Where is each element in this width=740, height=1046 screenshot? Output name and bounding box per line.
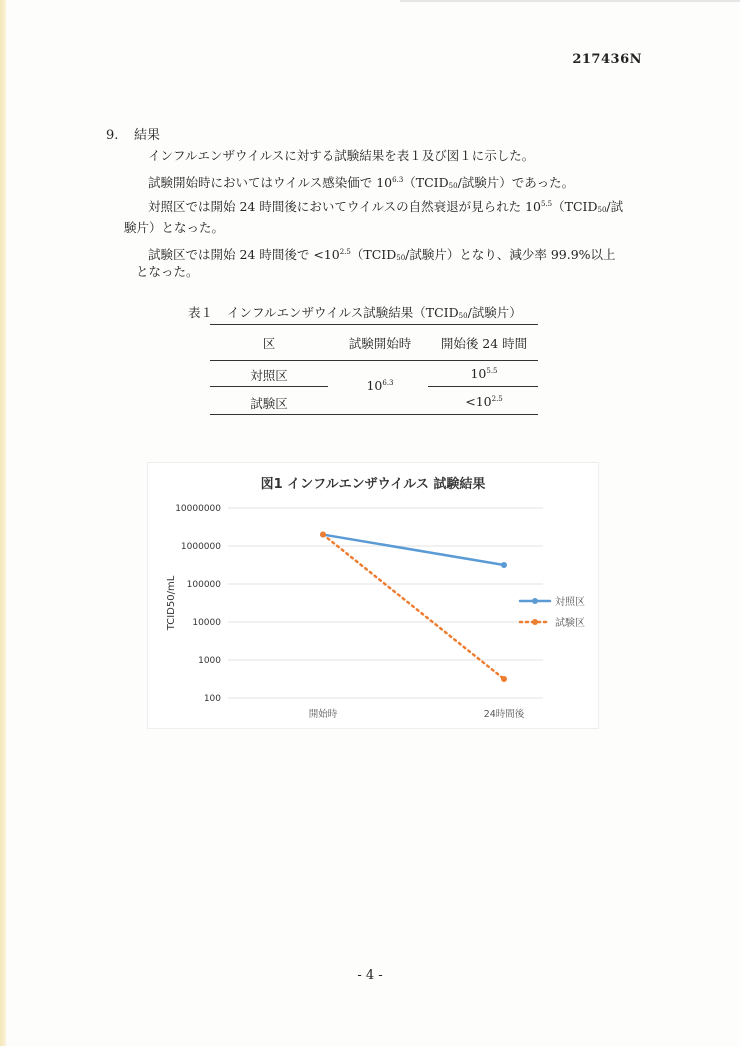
y-tick-label: 1000: [198, 656, 221, 666]
series-point-1: [320, 532, 326, 538]
chart-plot: [148, 463, 598, 728]
start-value-exponent: 6.3: [382, 379, 394, 387]
y-axis-label: TCID50/mL: [166, 575, 177, 631]
y-tick-label: 10000: [192, 618, 221, 628]
test-24h-base: <10: [465, 394, 492, 409]
figure-1-chart: [147, 462, 599, 729]
legend-marker-0: [532, 598, 538, 604]
series-point-1: [501, 676, 507, 682]
paragraph-1: インフルエンザウイルスに対する試験結果を表１及び図１に示した。: [148, 148, 535, 163]
table-cell-test-24h: [430, 394, 538, 409]
table-header-start: 試験開始時: [348, 336, 412, 351]
legend-marker-1: [532, 619, 538, 625]
paragraph-4-text-c: /試験片）となり、減少率 99.9%以上: [405, 247, 616, 262]
top-rule: [400, 0, 740, 2]
paragraph-3-text-a: 対照区では開始 24 時間後においてウイルスの自然衰退が見られた 10: [148, 199, 541, 214]
start-value-base: 10: [366, 378, 383, 393]
series-point-0: [501, 562, 507, 568]
table-row-rule-right: [428, 386, 538, 387]
test-24h-exponent: 2.5: [491, 395, 503, 403]
paragraph-2-exponent: 6.3: [392, 176, 404, 184]
paragraph-4-subscript: 50: [396, 254, 406, 262]
table-caption-label: 表１: [188, 305, 214, 320]
table-top-rule: [210, 324, 538, 325]
y-tick-label: 100: [203, 694, 221, 704]
control-24h-exponent: 5.5: [486, 367, 498, 375]
table-header-24h: 開始後 24 時間: [440, 336, 528, 351]
table-row-label-test: 試験区: [250, 396, 288, 411]
paragraph-2-subscript: 50: [448, 182, 458, 190]
table-caption-subscript: 50: [458, 312, 468, 320]
series-line-0: [323, 535, 504, 565]
paragraph-4-continued: となった。: [136, 264, 199, 279]
section-number: 9.: [106, 128, 119, 143]
y-tick-label: 10000000: [175, 504, 221, 514]
paragraph-2-text-b: （TCID: [403, 175, 449, 190]
table-caption: [188, 303, 522, 321]
y-tick-label: 1000000: [180, 542, 221, 552]
table-bottom-rule: [210, 414, 538, 415]
table-header-rule: [210, 360, 538, 361]
x-tick-label: 24時間後: [483, 709, 525, 720]
results-table: [210, 324, 538, 416]
table-cell-start-value: [330, 378, 430, 393]
table-row-rule-left: [210, 386, 328, 387]
table-row-label-control: 対照区: [250, 368, 288, 383]
page-edge-shadow: [0, 0, 6, 1046]
x-tick-label: 開始時: [308, 709, 338, 720]
table-caption-text-a: インフルエンザウイルス試験結果（TCID: [227, 305, 459, 320]
chart-title: 図1 インフルエンザウイルス 試験結果: [260, 477, 486, 492]
section-title: 結果: [134, 128, 161, 143]
page-number: - 4 -: [357, 968, 383, 983]
paragraph-3-subscript: 50: [597, 206, 607, 214]
table-caption-text-b: /試験片）: [467, 305, 522, 320]
paragraph-3-text-c: /試: [606, 199, 624, 214]
y-tick-label: 100000: [186, 580, 221, 590]
legend-label: 対照区: [555, 597, 585, 608]
table-header-group: 区: [262, 336, 276, 351]
series-line-1: [323, 535, 504, 679]
paragraph-4-text-b: （TCID: [350, 247, 397, 262]
paragraph-4-exponent: 2.5: [339, 248, 351, 256]
legend-label: 試験区: [555, 618, 585, 629]
section-heading: [106, 124, 160, 143]
paragraph-2-text-c: /試験片）であった。: [457, 175, 575, 190]
table-cell-control-24h: [430, 366, 538, 381]
control-24h-base: 10: [470, 366, 487, 381]
paragraph-4: [148, 240, 616, 270]
paragraph-4-text-a: 試験区では開始 24 時間後で <10: [148, 247, 340, 262]
paragraph-3-exponent: 5.5: [540, 200, 553, 208]
paragraph-3-text-b: （TCID: [552, 199, 598, 214]
paragraph-3-continued: 験片）となった。: [124, 220, 225, 235]
paragraph-2-text-a: 試験開始時においてはウイルス感染価で 10: [148, 175, 393, 190]
document-id: 217436N: [572, 52, 642, 67]
